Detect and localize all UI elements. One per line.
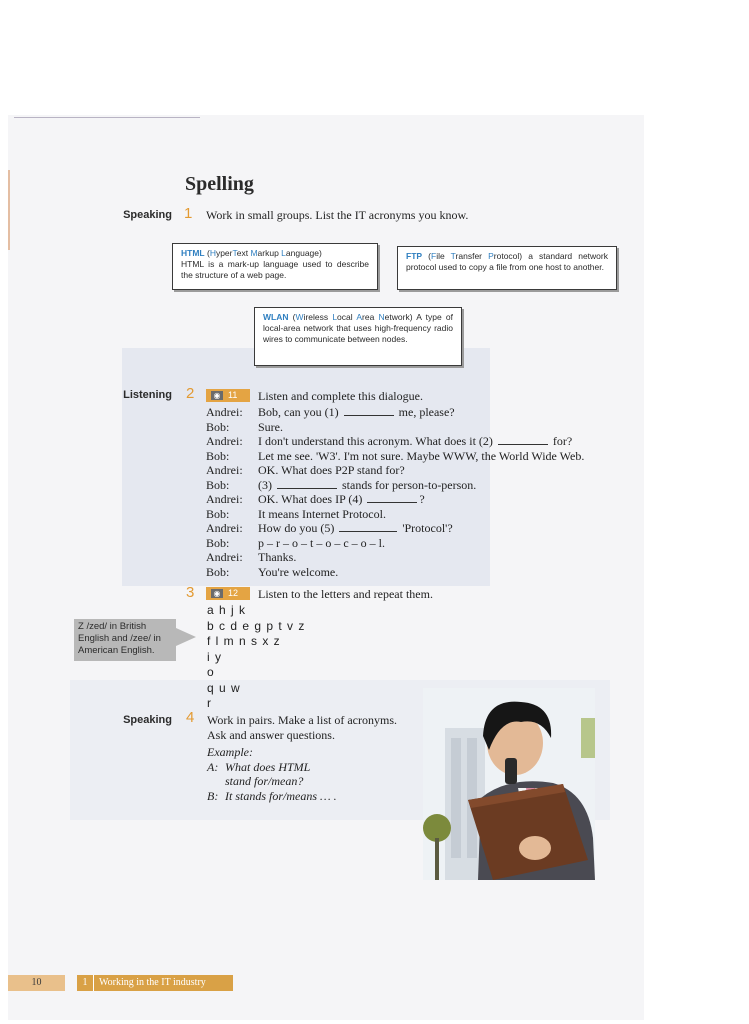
- dialogue-line: Andrei: How do you (5) 'Protocol'?: [206, 521, 453, 535]
- dialogue-line: Bob: You're welcome.: [206, 564, 339, 579]
- exercise-number: 4: [186, 709, 195, 726]
- exercise-instruction: Ask and answer questions.: [207, 728, 335, 742]
- letter-group: i y: [207, 649, 222, 664]
- example-line: stand for/mean?: [225, 774, 304, 788]
- unit-number: 1: [77, 975, 94, 991]
- dialogue-line: Andrei: I don't understand this acronym. What does it (2) for?: [206, 434, 573, 448]
- speaker: Bob:: [206, 506, 230, 521]
- track-number: 11: [228, 390, 238, 400]
- letter-group: r: [207, 696, 212, 710]
- speaker: Bob:: [206, 564, 230, 579]
- speaker: Andrei:: [206, 521, 243, 535]
- html-acronym-box: HTML (HyperText Markup Language) HTML is a mark-up language used to describe the structure of a web page.: [172, 243, 378, 290]
- speaker: Bob:: [206, 448, 230, 463]
- answer-blank[interactable]: [367, 493, 417, 503]
- acronym-definition: HTML is a mark-up language used to describe the structure of a web page.: [181, 259, 369, 280]
- letter-group: o: [207, 665, 215, 679]
- letter-groups: [207, 603, 305, 712]
- dialogue-line: Bob: Let me see. 'W3'. I'm not sure. Maybe WWW, the World Wide Web.: [206, 448, 585, 463]
- dialogue-line: Bob: It means Internet Protocol.: [206, 506, 386, 521]
- audio-track-badge[interactable]: [206, 389, 250, 402]
- example-line: B: It stands for/means … .: [207, 788, 337, 803]
- top-rule: [14, 117, 200, 118]
- acronym-term: FTP: [406, 251, 423, 261]
- speaker: Andrei:: [206, 463, 243, 477]
- speaker: Andrei:: [206, 550, 243, 564]
- speaker: Andrei:: [206, 434, 243, 448]
- cd-icon: ◉: [211, 589, 223, 598]
- dialogue-line: Bob: p – r – o – t – o – c – o – l.: [206, 535, 385, 550]
- letter-group: q u w: [207, 680, 241, 695]
- answer-blank[interactable]: [339, 522, 397, 532]
- photo-illustration: [423, 688, 595, 880]
- dialogue-line: Andrei: OK. What does IP (4) ?: [206, 492, 425, 506]
- answer-blank[interactable]: [277, 479, 337, 489]
- exercise-number: 2: [186, 385, 195, 402]
- example-dialogue: [207, 745, 337, 803]
- exercise-number: 1: [184, 205, 193, 222]
- acronym-term: HTML: [181, 248, 205, 258]
- ftp-acronym-box: FTP (File Transfer Protocol) a standard network protocol used to copy a file from one host to another.: [397, 246, 617, 290]
- dialogue-line: Andrei: Bob, can you (1) me, please?: [206, 405, 455, 419]
- letter-group: f l m n s x z: [207, 634, 281, 648]
- unit-title: Working in the IT industry: [99, 977, 206, 988]
- page-title: Spelling: [185, 173, 254, 195]
- dialogue-line: Andrei: OK. What does P2P stand for?: [206, 463, 405, 477]
- speaker: Bob:: [206, 477, 230, 492]
- answer-blank[interactable]: [498, 435, 548, 445]
- dialogue-line: Andrei: Thanks.: [206, 550, 297, 564]
- exercise-instruction: Work in small groups. List the IT acronyms you know.: [206, 208, 469, 222]
- cd-icon: ◉: [211, 391, 223, 400]
- photo-man-on-phone: [423, 688, 595, 880]
- page-number: 10: [8, 975, 65, 991]
- speaking-label: Speaking: [123, 714, 172, 726]
- exercise-instruction: Listen and complete this dialogue.: [258, 389, 423, 403]
- letter-group: a h j k: [207, 603, 247, 617]
- speaking-label: Speaking: [123, 209, 172, 221]
- listening-label: Listening: [123, 389, 172, 401]
- example-line: A: What does HTML: [207, 759, 311, 774]
- acronym-definition: a standard network protocol used to copy a file from one host to another.: [406, 251, 608, 272]
- speaker: Bob:: [206, 535, 230, 550]
- example-heading: Example:: [207, 745, 253, 759]
- wlan-acronym-box: WLAN (Wireless Local Area Network) A type of local-area network that uses high-frequency radio wires to communicate between nodes.: [254, 307, 462, 366]
- letter-group: b c d e g p t v z: [207, 618, 306, 633]
- speaker: Bob:: [206, 419, 230, 434]
- speaker: Andrei:: [206, 492, 243, 506]
- dialogue: [206, 405, 584, 579]
- unit-banner: [77, 975, 233, 991]
- speaker: Andrei:: [206, 405, 243, 419]
- dialogue-line: Bob: Sure.: [206, 419, 283, 434]
- exercise-number: 3: [186, 584, 195, 601]
- track-number: 12: [228, 588, 239, 598]
- note-pointer: [176, 628, 196, 646]
- dialogue-line: Bob: (3) stands for person-to-person.: [206, 477, 477, 492]
- answer-blank[interactable]: [344, 406, 394, 416]
- page-edge-mark: [8, 170, 10, 250]
- acronym-definition: A type of local-area network that uses high-frequency radio wires to communicate between nodes.: [263, 312, 453, 344]
- exercise-instruction: Listen to the letters and repeat them.: [258, 587, 433, 601]
- pronunciation-note: Z /zed/ in British English and /zee/ in American English.: [74, 619, 176, 661]
- acronym-term: WLAN: [263, 312, 289, 322]
- exercise-instruction: Work in pairs. Make a list of acronyms.: [207, 713, 397, 727]
- audio-track-badge[interactable]: [206, 587, 250, 600]
